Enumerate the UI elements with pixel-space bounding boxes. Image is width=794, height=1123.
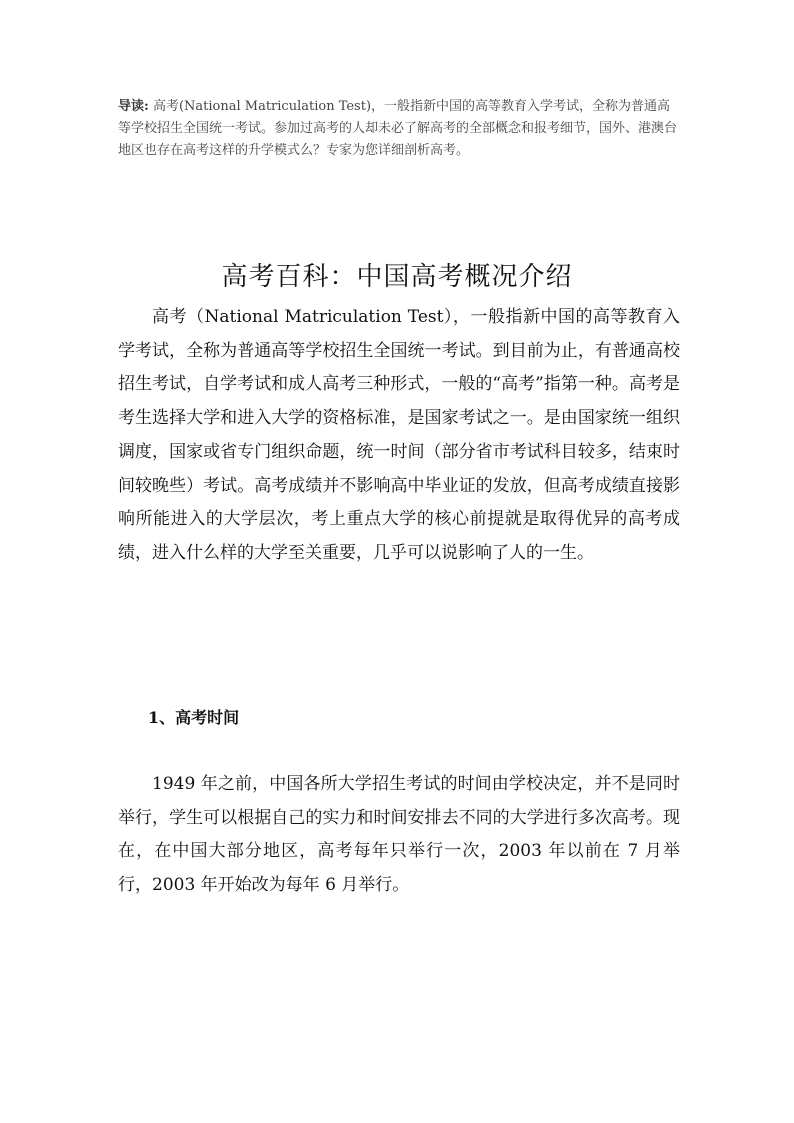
- page-title: 高考百科：中国高考概况介绍: [221, 262, 573, 293]
- intro-text: 高考(National Matriculation Test)，一般指新中国的高等教育入学考试，全称为普通高等学校招生全国统一考试。参加过高考的人却未必了解高考的全部概念和报考细节，国外、港澳台地区也存在高考这样的升学模式么？专家为您详细剖析高考。: [118, 99, 678, 158]
- intro-label: 导读:: [118, 99, 149, 114]
- intro-block: [118, 96, 680, 162]
- section-heading-exam-time: 1、高考时间: [148, 708, 240, 727]
- section-paragraph-exam-time: 1949 年之前，中国各所大学招生考试的时间由学校决定，并不是同时举行，学生可以根据自己的实力和时间安排去不同的大学进行多次高考。现在，在中国大部分地区，高考每年只举行一次，2003 年以前在 7 月举行，2003 年开始改为每年 6 月举行。: [118, 774, 680, 896]
- intro-paragraph: 高考（National Matriculation Test），一般指新中国的高等教育入学考试，全称为普通高等学校招生全国统一考试。到目前为止，有普通高校招生考试，自学考试和成人高考三种形式，一般的“高考”指第一种。高考是考生选择大学和进入大学的资格标准，是国家考试之一。是由国家统一组织调度，国家或省专门组织命题，统一时间（部分省市考试科目较多，结束时间较晚些）考试。高考成绩并不影响高中毕业证的发放，但高考成绩直接影响所能进入的大学层次，考上重点大学的核心前提就是取得优异的高考成绩，进入什么样的大学至关重要，几乎可以说影响了人的一生。: [118, 307, 680, 563]
